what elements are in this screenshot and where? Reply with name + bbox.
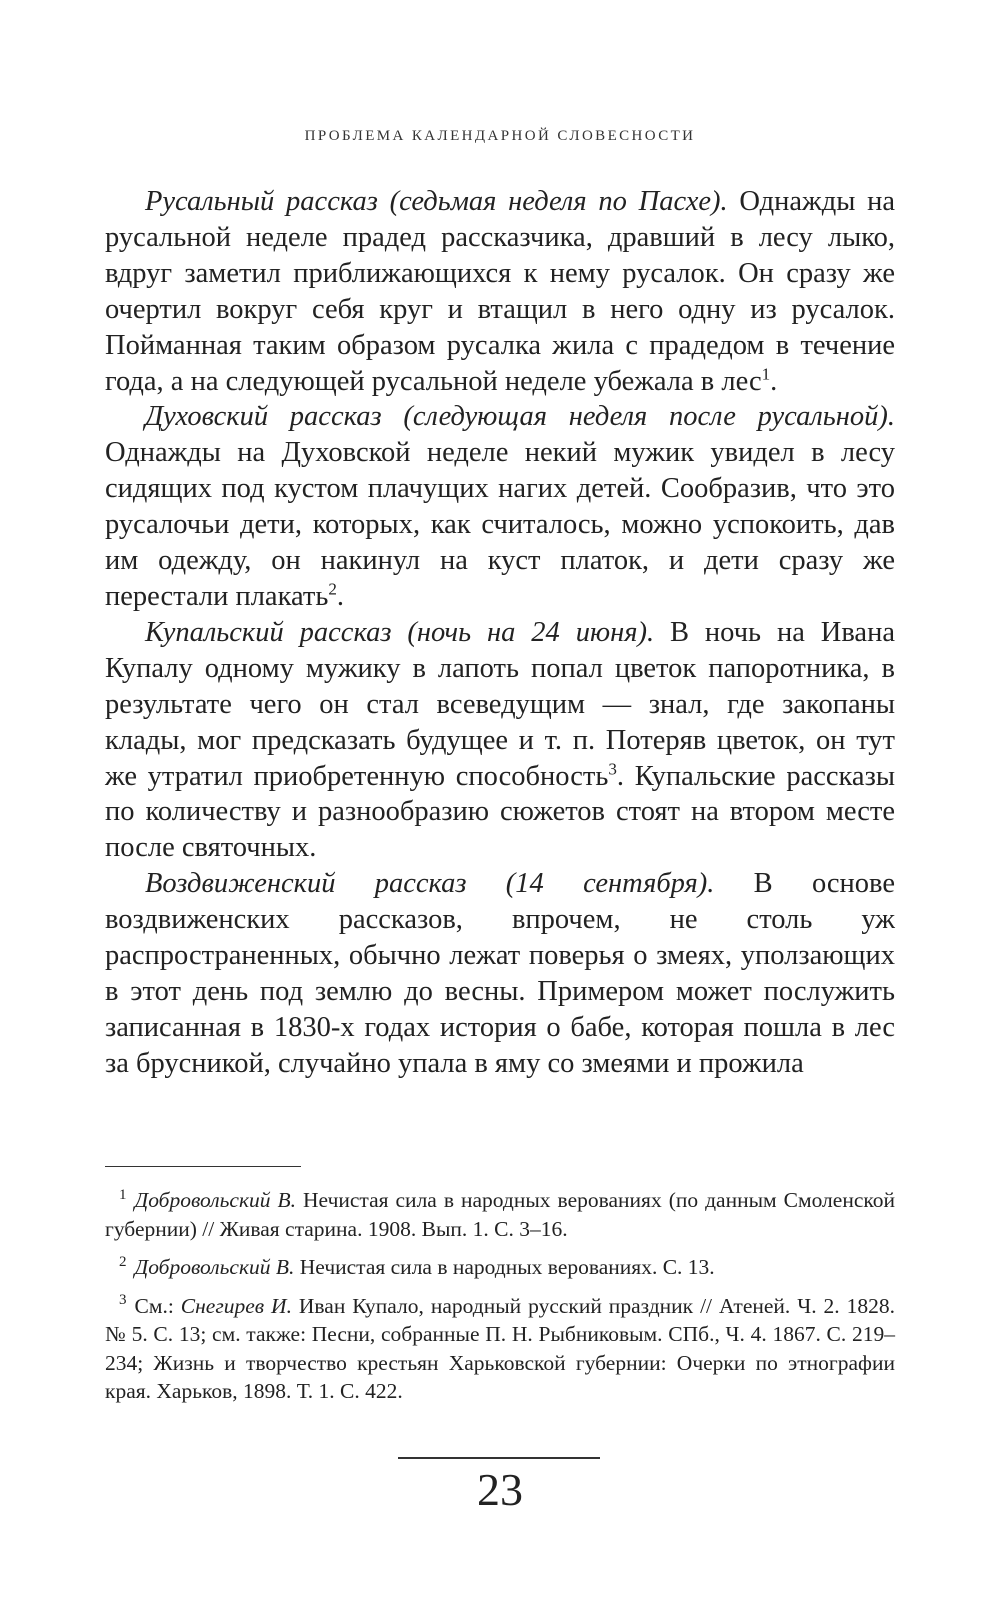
footnote-text: Нечистая сила в народных верованиях (по данным Смоленской губернии) // Живая старина. 1908. Вып. 1. С. 3–16. bbox=[105, 1188, 895, 1241]
running-head: ПРОБЛЕМА КАЛЕНДАРНОЙ СЛОВЕСНОСТИ bbox=[304, 128, 696, 144]
paragraph-rusalny bbox=[105, 184, 895, 399]
paragraph-text: Однажды на русальной неделе прадед рассказчика, дравший в лесу лыко, вдруг заметил приближающихся к нему русалок. Он сразу же очертил вокруг себя круг и втащил в него одну из русалок. Пойманная таким образом русалка жила с прадедом в течение года, а на следующей русальной неделе убежала в лес bbox=[105, 186, 895, 397]
paragraph-tail: . bbox=[770, 365, 778, 397]
paragraph-title: Воздвиженский рассказ (14 сентября). bbox=[145, 868, 715, 900]
footnote-number: 2 bbox=[119, 1253, 127, 1270]
footnote-author: Добровольский В. bbox=[134, 1188, 297, 1212]
paragraph-dukhovsky bbox=[105, 399, 895, 614]
paragraph-vozdvizhensky bbox=[105, 866, 895, 1081]
paragraph-text: В ночь на Ивана Купалу одному мужику в лапоть попал цветок папоротника, в результате чего он стал всеведущим — знал, где закопаны клады, мог предсказать будущее и т. п. Потеряв цветок, он тут же утратил приобретенную способность bbox=[105, 616, 895, 792]
footnote-author: Добровольский В. bbox=[134, 1255, 295, 1279]
footnotes bbox=[105, 1186, 895, 1416]
footnote-ref-1[interactable]: 1 bbox=[761, 364, 771, 384]
footnote-text: Нечистая сила в народных верованиях. С. 13. bbox=[294, 1255, 715, 1279]
footnote-author-2: Снегирев И. bbox=[180, 1293, 292, 1318]
paragraph-tail: . Купальские рассказы по количеству и разнообразию сюжетов стоят на втором месте после святочных. bbox=[105, 760, 895, 864]
paragraph-kupalsky bbox=[105, 615, 895, 866]
main-text bbox=[105, 184, 895, 1082]
footnote-prefix: См.: bbox=[134, 1293, 181, 1318]
footnote-divider bbox=[105, 1166, 301, 1167]
footnote-3 bbox=[105, 1292, 895, 1406]
footnote-text-2: Иван Купало, народный русский праздник // Атеней. Ч. 2. 1828. № 5. С. 13; см. также: Песни, собранные П. Н. Рыбниковым. СПб., Ч. 4. 1867. С. 219–234; Жизнь и творчество крестьян Харьковской губернии: Очерки по этнографии края. Харьков, 1898. Т. 1. С. 422. bbox=[105, 1293, 895, 1403]
page-number-rule bbox=[398, 1457, 600, 1459]
paragraph-title: Духовский рассказ (следующая неделя после русальной). bbox=[145, 401, 895, 433]
footnote-1 bbox=[105, 1186, 895, 1243]
page-number: 23 bbox=[477, 1464, 523, 1515]
paragraph-text: Однажды на Духовской неделе некий мужик увидел в лесу сидящих под кустом плачущих нагих детей. Сообразив, что это русалочьи дети, которых, как считалось, можно успокоить, дав им одежду, он накинул на куст платок, и дети сразу же перестали плакать bbox=[105, 437, 895, 612]
paragraph-title: Русальный рассказ (седьмая неделя по Пасхе). bbox=[145, 186, 728, 217]
footnote-number: 3 bbox=[119, 1292, 127, 1309]
paragraph-text: В основе воздвиженских рассказов, впрочем, не столь уж распространенных, обычно лежат поверья о змеях, уползающих в этот день под землю до весны. Примером может послужить записанная в 1830-х годах история о бабе, которая пошла в лес за брусникой, случайно упала в яму со змеями и прожила bbox=[105, 868, 896, 1079]
paragraph-tail: . bbox=[336, 580, 345, 612]
footnote-ref-3[interactable]: 3 bbox=[608, 759, 617, 778]
paragraph-title: Купальский рассказ (ночь на 24 июня). bbox=[145, 616, 655, 648]
footnote-ref-2[interactable]: 2 bbox=[328, 579, 337, 599]
footnote-2 bbox=[105, 1253, 895, 1282]
footnote-number: 1 bbox=[119, 1186, 127, 1203]
